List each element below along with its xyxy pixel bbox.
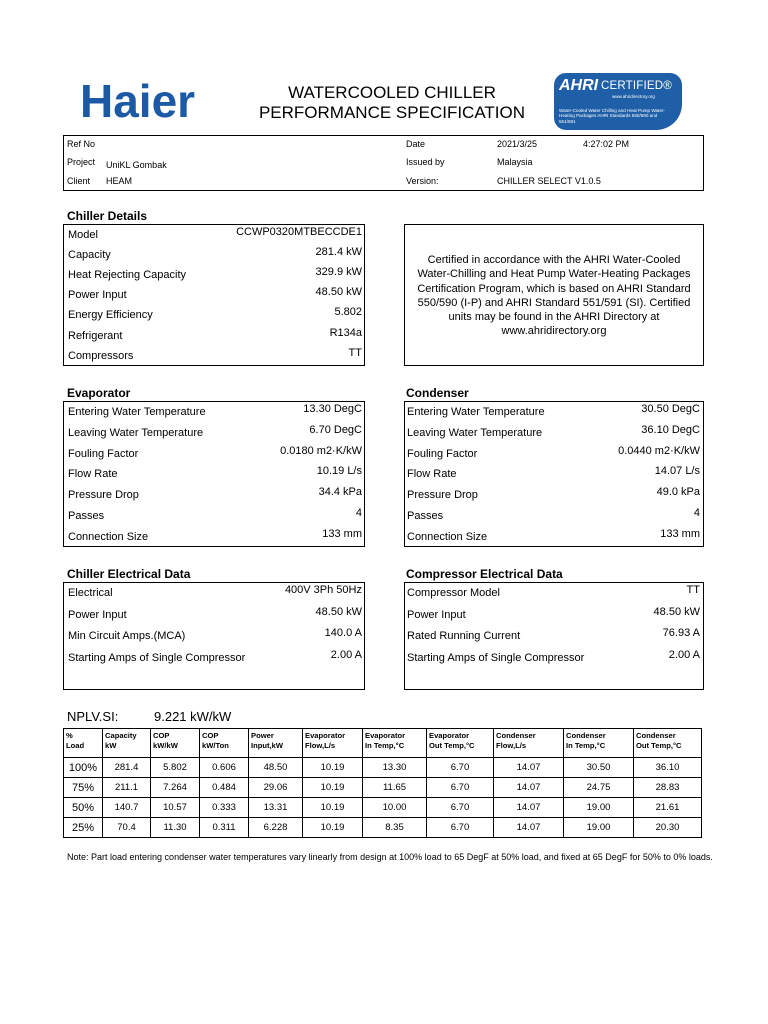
- table-cell: 14.07: [494, 818, 564, 838]
- table-cell: 28.83: [634, 778, 702, 798]
- table-cell: 50%: [64, 798, 103, 818]
- date-value: 2021/3/25: [497, 139, 538, 149]
- ref-no-label: Ref No: [67, 139, 96, 149]
- table-cell: 20.30: [634, 818, 702, 838]
- certification-text: Certified in accordance with the AHRI Water-Cooled Water-Chilling and Heat Pump Water-Heating Packages Certification Program, which is based on AHRI Standard 550/590 (I-P) and AHRI Standard 551/591 (SI). Certified units may be found in the AHRI Directory at www.ahridirectory.org: [417, 254, 691, 338]
- table-cell: 24.75: [564, 778, 634, 798]
- evap-rows-label: Flow Rate: [68, 468, 118, 481]
- table-cell: 10.00: [363, 798, 427, 818]
- version-value: CHILLER SELECT V1.0.5: [497, 176, 601, 186]
- table-cell: 48.50: [249, 758, 303, 778]
- chiller-rows-value: CCWP0320MTBECCDE1: [236, 226, 362, 238]
- column-header-line2: Flow,L/s: [496, 741, 527, 750]
- chel-rows-label: Min Circuit Amps.(MCA): [68, 630, 186, 642]
- cond-rows-value: 30.50 DegC: [641, 403, 700, 415]
- table-cell: 14.07: [494, 758, 564, 778]
- column-header-line2: In Temp,°C: [566, 741, 606, 750]
- nplv-value: 9.221 kW/kW: [154, 709, 232, 724]
- chel-rows-label: Power Input: [68, 608, 127, 621]
- column-header: [249, 729, 303, 758]
- coel-rows-label: Starting Amps of Single Compressor: [407, 651, 585, 664]
- compressor-electrical-heading: Compressor Electrical Data: [406, 567, 563, 581]
- chel-rows-label: Starting Amps of Single Compressor: [68, 651, 246, 664]
- table-cell: 0.311: [200, 818, 249, 838]
- column-header: [363, 729, 427, 758]
- table-cell: 6.70: [427, 758, 494, 778]
- chiller-rows-label: Compressors: [68, 349, 134, 362]
- table-cell: 19.00: [564, 798, 634, 818]
- chel-rows-value: 140.0 A: [324, 627, 362, 639]
- cond-rows-label: Fouling Factor: [407, 447, 478, 460]
- table-cell: 0.484: [200, 778, 249, 798]
- table-cell: 70.4: [103, 818, 151, 838]
- part-load-table: [63, 728, 702, 838]
- column-header: [494, 729, 564, 758]
- table-row: [64, 798, 702, 818]
- chiller-rows-label: Heat Rejecting Capacity: [68, 269, 187, 282]
- table-cell: 11.30: [151, 818, 200, 838]
- condenser-heading: Condenser: [406, 386, 469, 400]
- column-header: [200, 729, 249, 758]
- cond-rows-value: 133 mm: [660, 527, 700, 540]
- evap-rows-value: 133 mm: [322, 527, 362, 540]
- issued-by-label: Issued by: [406, 157, 445, 167]
- table-cell: 13.30: [363, 758, 427, 778]
- cond-rows-label: Leaving Water Temperature: [407, 426, 543, 439]
- table-cell: 140.7: [103, 798, 151, 818]
- column-header-line2: Out Temp,°C: [636, 741, 682, 750]
- evap-rows-label: Passes: [68, 510, 105, 522]
- table-cell: 5.802: [151, 758, 200, 778]
- table-cell: 211.1: [103, 778, 151, 798]
- client-value: HEAM: [106, 176, 133, 186]
- column-header: [103, 729, 151, 758]
- table-cell: 6.70: [427, 798, 494, 818]
- column-header-line1: Capacity: [105, 731, 137, 740]
- cond-rows-label: Flow Rate: [407, 468, 457, 481]
- chiller-rows-value: 48.50 kW: [315, 286, 362, 299]
- coel-rows-value: 2.00 A: [668, 648, 700, 661]
- chiller-rows-value: 281.4 kW: [315, 246, 362, 259]
- table-cell: 11.65: [363, 778, 427, 798]
- column-header-line1: COP: [202, 731, 219, 740]
- coel-rows-label: Compressor Model: [407, 587, 500, 599]
- cond-rows-value: 14.07 L/s: [654, 465, 700, 478]
- ahri-description: Water-Cooled Water Chilling and Heat Pump Water-Heating Packages AHRI Standards 550/590 and 551/591: [559, 108, 665, 124]
- table-cell: 29.06: [249, 778, 303, 798]
- table-cell: 10.19: [303, 758, 363, 778]
- table-cell: 7.264: [151, 778, 200, 798]
- column-header-line2: Out Temp,°C: [429, 741, 475, 750]
- column-header-line1: %: [66, 731, 73, 740]
- column-header-line1: COP: [153, 731, 170, 740]
- evap-rows-label: Connection Size: [68, 530, 149, 543]
- project-label: Project: [67, 157, 96, 167]
- cond-rows-value: 4: [693, 507, 700, 519]
- evap-rows-label: Entering Water Temperature: [68, 406, 206, 418]
- table-cell: 30.50: [564, 758, 634, 778]
- column-header-line1: Evaporator: [305, 731, 346, 740]
- coel-rows-value: 76.93 A: [662, 627, 700, 639]
- chel-rows-value: 48.50 kW: [315, 605, 362, 618]
- table-cell: 8.35: [363, 818, 427, 838]
- cond-rows-value: 49.0 kPa: [656, 486, 700, 499]
- table-cell: 25%: [64, 818, 103, 838]
- ahri-certified-label: CERTIFIED®: [601, 80, 672, 92]
- chiller-rows-label: Power Input: [68, 289, 127, 302]
- evap-rows-value: 13.30 DegC: [303, 403, 362, 415]
- table-cell: 6.70: [427, 778, 494, 798]
- ahri-url: www.ahridirectory.org: [612, 94, 655, 99]
- column-header-line2: Input,kW: [251, 741, 284, 750]
- table-cell: 10.19: [303, 798, 363, 818]
- document-title-line1: WATERCOOLED CHILLER: [288, 83, 496, 102]
- table-cell: 75%: [64, 778, 103, 798]
- cond-rows-label: Passes: [407, 510, 444, 522]
- column-header: [303, 729, 363, 758]
- table-cell: 10.19: [303, 818, 363, 838]
- table-cell: 100%: [64, 758, 103, 778]
- cond-rows-value: 0.0440 m2·K/kW: [618, 444, 700, 457]
- table-cell: 6.228: [249, 818, 303, 838]
- evap-rows-value: 34.4 kPa: [318, 486, 362, 499]
- column-header-line1: Evaporator: [365, 731, 406, 740]
- cond-rows-label: Entering Water Temperature: [407, 406, 545, 418]
- chiller-electrical-heading: Chiller Electrical Data: [67, 567, 191, 581]
- coel-rows-label: Rated Running Current: [407, 630, 521, 642]
- column-header: [151, 729, 200, 758]
- time-value: 4:27:02 PM: [583, 139, 630, 149]
- column-header-line2: Load: [66, 741, 85, 750]
- chiller-rows-label: Refrigerant: [68, 329, 123, 342]
- chiller-rows-label: Energy Efficiency: [68, 309, 153, 322]
- column-header-line2: Flow,L/s: [305, 741, 336, 750]
- cond-rows-value: 36.10 DegC: [641, 423, 700, 436]
- evaporator-heading: Evaporator: [67, 386, 131, 400]
- chiller-rows-value: TT: [348, 346, 362, 359]
- evap-rows-value: 6.70 DegC: [309, 423, 362, 436]
- evap-rows-value: 4: [355, 507, 362, 519]
- column-header-line1: Condenser: [496, 731, 536, 740]
- chiller-rows-label: Model: [68, 229, 98, 241]
- project-value: UniKL Gombak: [106, 160, 167, 170]
- haier-logo: Haier: [80, 75, 196, 127]
- column-header-line1: Condenser: [636, 731, 676, 740]
- table-cell: 0.333: [200, 798, 249, 818]
- coel-rows-value: TT: [686, 584, 700, 596]
- table-row: [64, 778, 702, 798]
- column-header-line2: kW/kW: [153, 741, 178, 750]
- evap-rows-value: 10.19 L/s: [316, 465, 362, 478]
- table-row: [64, 758, 702, 778]
- chel-rows-label: Electrical: [68, 587, 113, 599]
- column-header-line2: kW/Ton: [202, 741, 229, 750]
- cond-rows-label: Pressure Drop: [407, 489, 478, 502]
- document-title-line2: PERFORMANCE SPECIFICATION: [258, 103, 526, 122]
- table-cell: 14.07: [494, 798, 564, 818]
- column-header: [64, 729, 103, 758]
- coel-rows-value: 48.50 kW: [653, 605, 700, 618]
- evap-rows-label: Fouling Factor: [68, 447, 139, 460]
- column-header-line2: kW: [105, 741, 117, 750]
- column-header-line1: Condenser: [566, 731, 606, 740]
- table-cell: 19.00: [564, 818, 634, 838]
- evap-rows-value: 0.0180 m2·K/kW: [280, 444, 362, 457]
- column-header: [634, 729, 702, 758]
- table-cell: 13.31: [249, 798, 303, 818]
- evap-rows-label: Leaving Water Temperature: [68, 426, 204, 439]
- chiller-rows-value: 5.802: [334, 306, 362, 319]
- table-cell: 281.4: [103, 758, 151, 778]
- coel-rows-label: Power Input: [407, 608, 466, 621]
- issued-by-value: Malaysia: [497, 157, 533, 167]
- table-row: [64, 818, 702, 838]
- table-cell: 6.70: [427, 818, 494, 838]
- ahri-brand: AHRI: [559, 77, 599, 94]
- table-cell: 36.10: [634, 758, 702, 778]
- table-cell: 21.61: [634, 798, 702, 818]
- table-header-row: [64, 729, 702, 758]
- chiller-details-heading: Chiller Details: [67, 209, 148, 223]
- chiller-rows-value: R134a: [329, 326, 362, 339]
- version-label: Version:: [406, 176, 439, 186]
- date-label: Date: [406, 139, 426, 149]
- table-cell: 10.19: [303, 778, 363, 798]
- column-header-line2: In Temp,°C: [365, 741, 405, 750]
- evap-rows-label: Pressure Drop: [68, 489, 139, 502]
- client-label: Client: [67, 176, 91, 186]
- column-header: [564, 729, 634, 758]
- part-load-note: Note: Part load entering condenser water temperatures vary linearly from design at 100% load to 65 DegF at 50% load, and fixed at 65 DegF for 50% to 0% loads.: [67, 852, 713, 862]
- table-cell: 10.57: [151, 798, 200, 818]
- chel-rows-value: 2.00 A: [330, 648, 362, 661]
- ahri-certified-badge: [554, 73, 682, 130]
- chiller-rows-value: 329.9 kW: [315, 266, 362, 279]
- table-cell: 0.606: [200, 758, 249, 778]
- chel-rows-value: 400V 3Ph 50Hz: [284, 584, 362, 596]
- chiller-rows-label: Capacity: [68, 249, 111, 262]
- column-header: [427, 729, 494, 758]
- nplv-label: NPLV.SI:: [67, 709, 119, 724]
- column-header-line1: Evaporator: [429, 731, 470, 740]
- table-cell: 14.07: [494, 778, 564, 798]
- column-header-line1: Power: [251, 731, 274, 740]
- cond-rows-label: Connection Size: [407, 530, 488, 543]
